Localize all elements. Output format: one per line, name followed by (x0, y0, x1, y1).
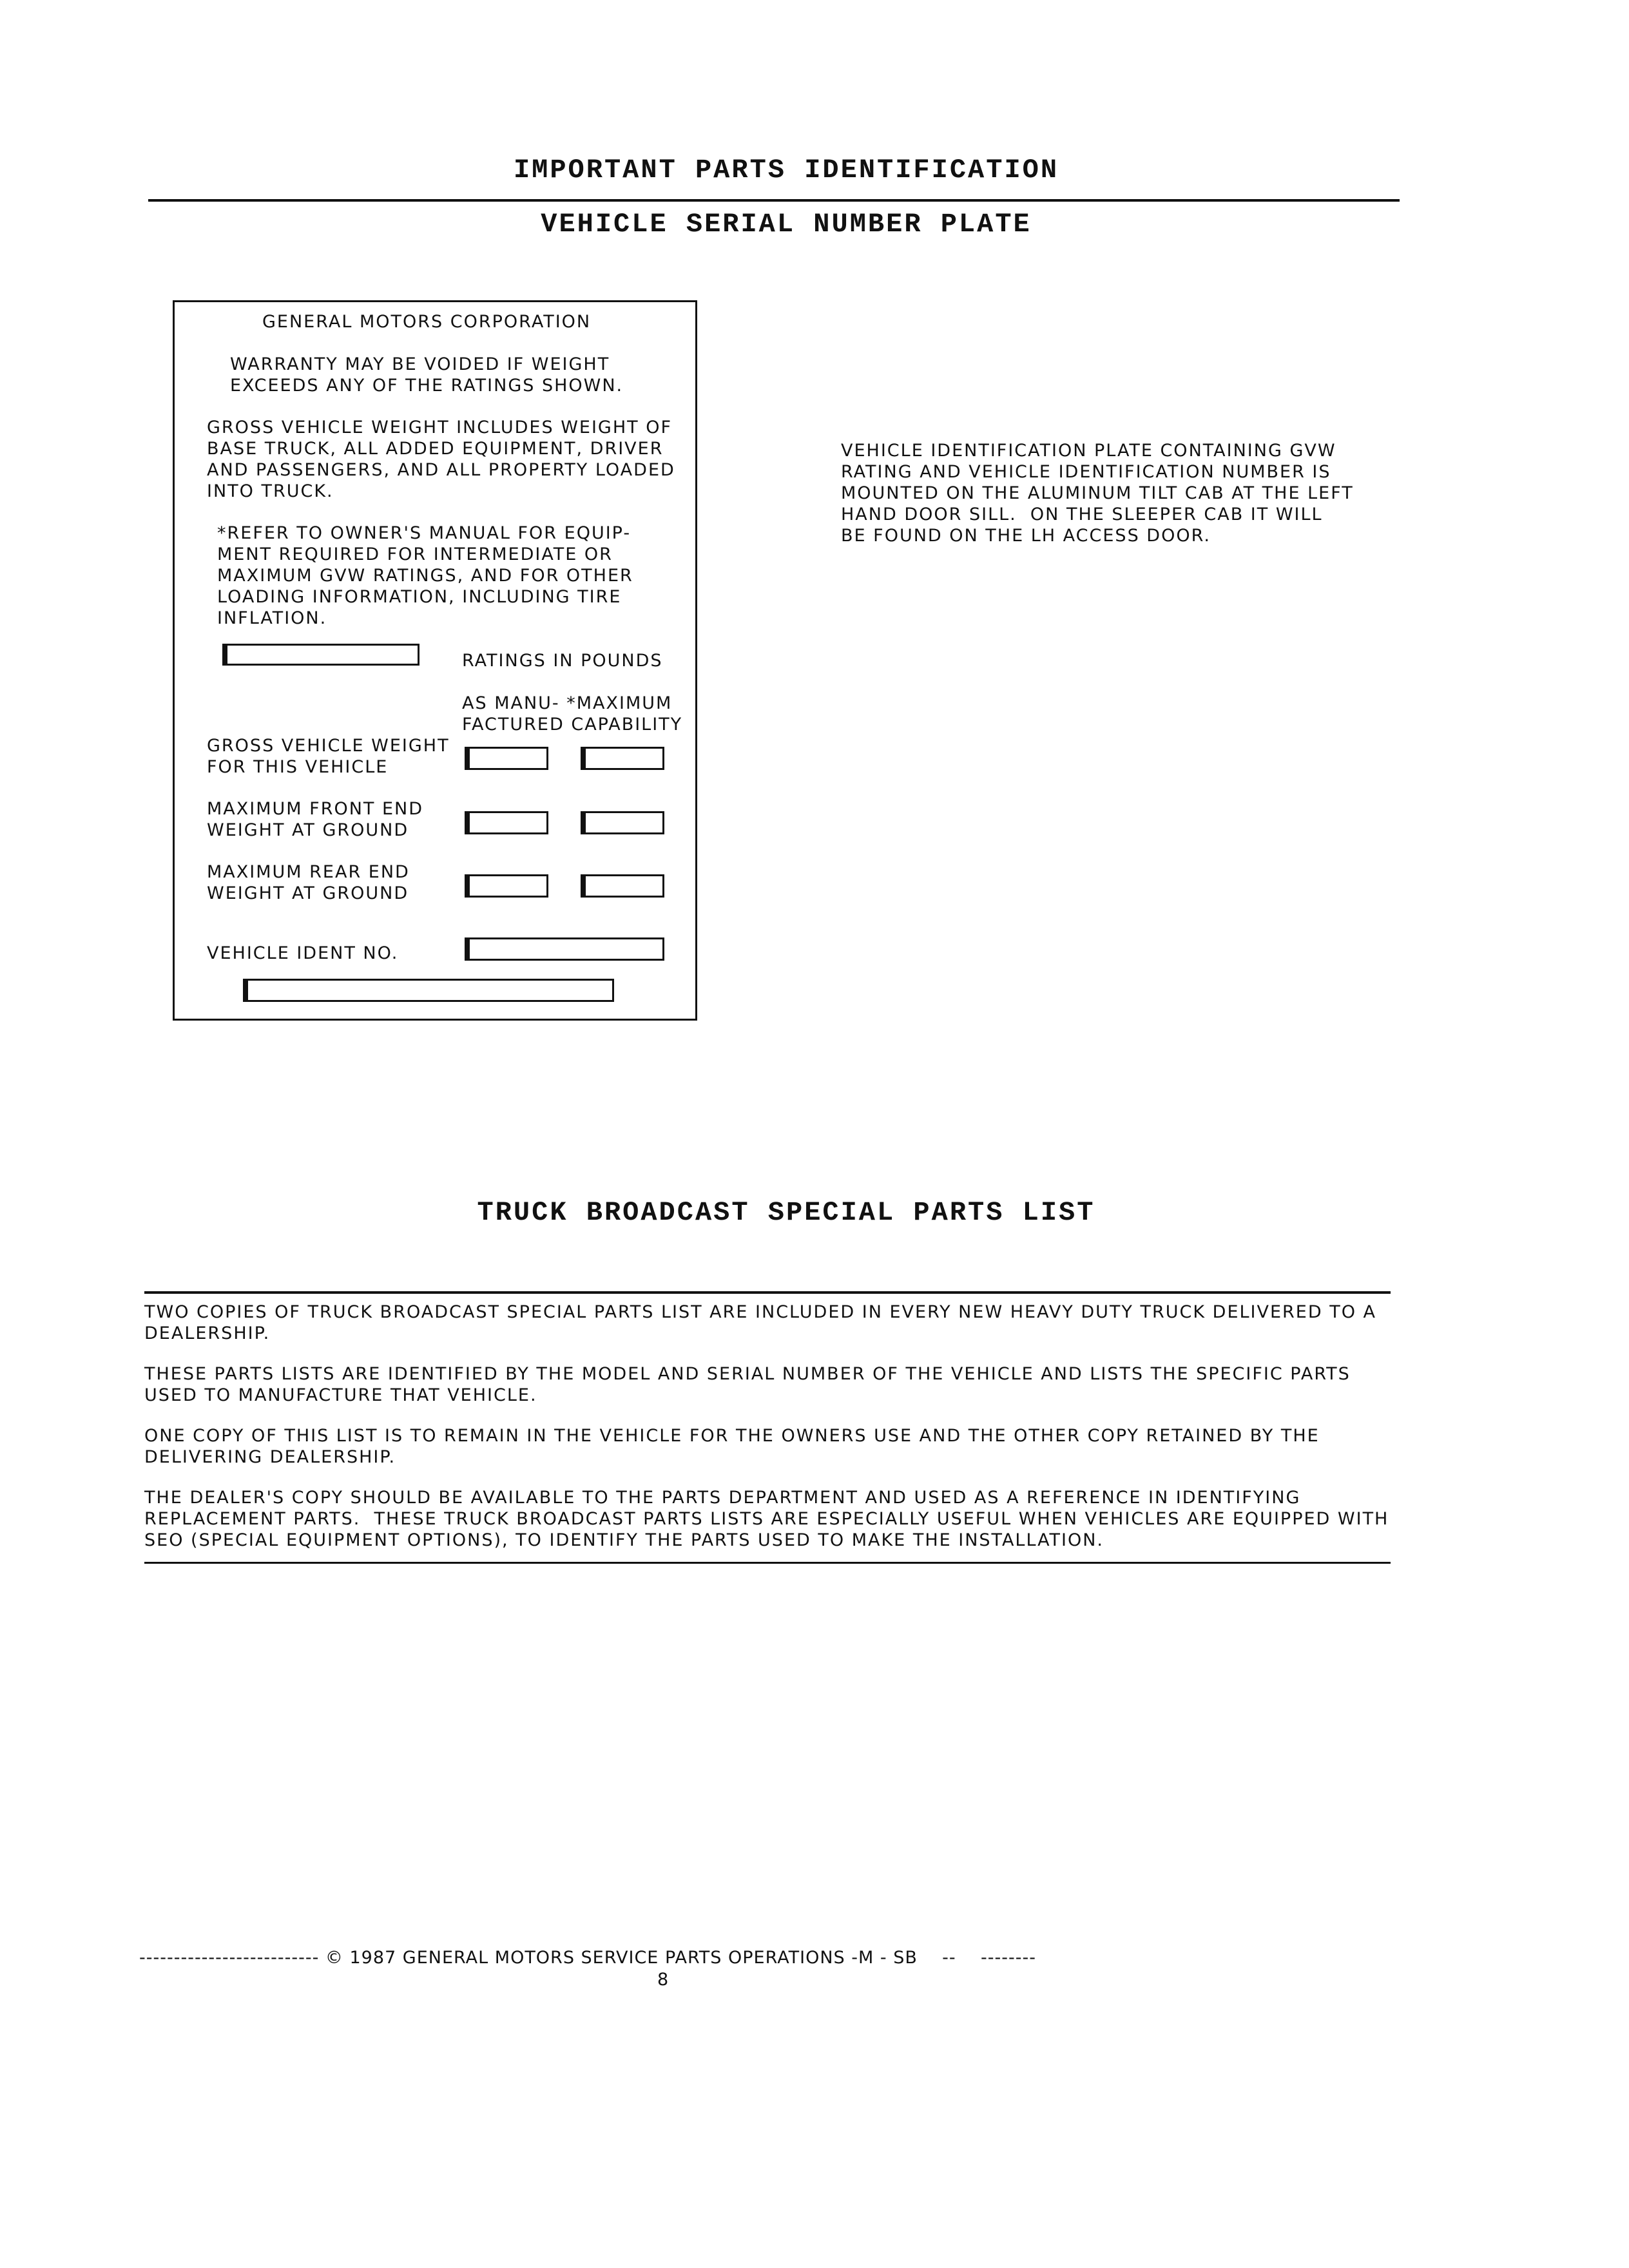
plate-ratings-label: RATINGS IN POUNDS (462, 651, 663, 671)
plate-gross-description: GROSS VEHICLE WEIGHT INCLUDES WEIGHT OF BASE TRUCK, ALL ADDED EQUIPMENT, DRIVER AND PASSENGERS, AND ALL PROPERTY LOADED INTO TRUCK. (207, 418, 675, 501)
front-manufactured-field (465, 811, 548, 834)
gvw-maximum-field (581, 747, 664, 770)
plate-refer-note: *REFER TO OWNER'S MANUAL FOR EQUIP- MENT REQUIRED FOR INTERMEDIATE OR MAXIMUM GVW RATINGS, AND FOR OTHER LOADING INFORMATION, INCLUDING TIRE INFLATION. (217, 523, 633, 628)
broadcast-paragraph: ONE COPY OF THIS LIST IS TO REMAIN IN THE VEHICLE FOR THE OWNERS USE AND THE OTHER COPY RETAINED BY THE DELIVERING DEALERSHIP. (144, 1426, 1320, 1467)
broadcast-paragraph: TWO COPIES OF TRUCK BROADCAST SPECIAL PARTS LIST ARE INCLUDED IN EVERY NEW HEAVY DUTY TRUCK DELIVERED TO A DEALERSHIP. (144, 1302, 1377, 1343)
plate-bottom-field (243, 979, 614, 1002)
broadcast-paragraph: THESE PARTS LISTS ARE IDENTIFIED BY THE MODEL AND SERIAL NUMBER OF THE VEHICLE AND LISTS THE SPECIFIC PARTS USED TO MANUFACTURE THAT VEHICLE. (144, 1364, 1351, 1405)
page-number: 8 (657, 1970, 670, 1990)
broadcast-bottom-rule (144, 1562, 1391, 1564)
serial-plate-heading: VEHICLE SERIAL NUMBER PLATE (541, 209, 1032, 240)
vin-field (465, 937, 664, 961)
heading-rule (148, 199, 1400, 202)
broadcast-heading: TRUCK BROADCAST SPECIAL PARTS LIST (477, 1197, 1095, 1228)
rear-maximum-field (581, 874, 664, 898)
copyright-footer: -------------------------- © 1987 GENERAL MOTORS SERVICE PARTS OPERATIONS -M - SB -- -------- (139, 1948, 1036, 1968)
plate-warranty-text: WARRANTY MAY BE VOIDED IF WEIGHT EXCEEDS ANY OF THE RATINGS SHOWN. (230, 354, 624, 396)
broadcast-top-rule (144, 1291, 1391, 1294)
plate-corp-name: GENERAL MOTORS CORPORATION (262, 312, 592, 332)
front-maximum-field (581, 811, 664, 834)
plate-vin-label: VEHICLE IDENT NO. (207, 943, 399, 963)
gvw-manufactured-field (465, 747, 548, 770)
plate-blank-field (222, 644, 419, 666)
plate-row-label: MAXIMUM FRONT END WEIGHT AT GROUND (207, 799, 424, 840)
serial-number-plate (173, 300, 697, 1021)
rear-manufactured-field (465, 874, 548, 898)
main-heading: IMPORTANT PARTS IDENTIFICATION (513, 155, 1059, 186)
broadcast-paragraph: THE DEALER'S COPY SHOULD BE AVAILABLE TO THE PARTS DEPARTMENT AND USED AS A REFERENCE IN IDENTIFYING REPLACEMENT PARTS. THESE TRUCK BROADCAST PARTS LISTS ARE ESPECIALLY USEFUL WHEN VEHICLES ARE EQUIPPED WITH SEO (SPECIAL EQUIPMENT OPTIONS), TO IDENTIFY THE PARTS USED TO MAKE THE INSTALLATION. (144, 1488, 1389, 1550)
plate-row-label: MAXIMUM REAR END WEIGHT AT GROUND (207, 862, 410, 903)
plate-row-label: GROSS VEHICLE WEIGHT FOR THIS VEHICLE (207, 736, 450, 777)
plate-location-note: VEHICLE IDENTIFICATION PLATE CONTAINING GVW RATING AND VEHICLE IDENTIFICATION NUMBER IS MOUNTED ON THE ALUMINUM TILT CAB AT THE LEFT HAND DOOR SILL. ON THE SLEEPER CAB IT WILL BE FOUND ON THE LH ACCESS DOOR. (841, 441, 1354, 546)
plate-column-headers: AS MANU- *MAXIMUM FACTURED CAPABILITY (462, 693, 683, 735)
